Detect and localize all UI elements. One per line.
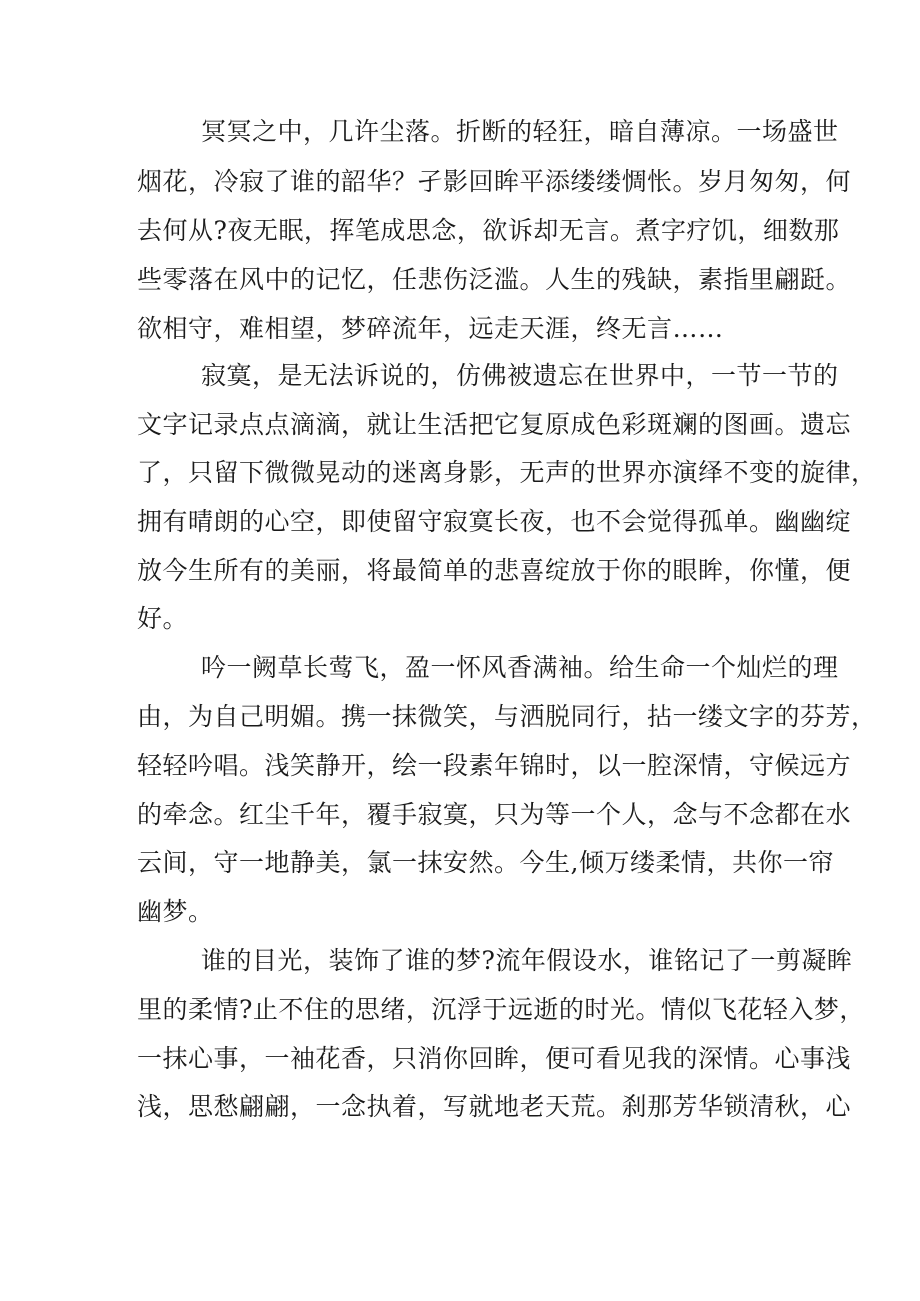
paragraph-line: 一抹心事，一袖花香，只消你回眸，便可看见我的深情。心事浅: [137, 1044, 852, 1073]
paragraph-line: 浅，思愁翩翩，一念执着，写就地老天荒。刹那芳华锁清秋，心: [137, 1092, 852, 1121]
paragraph-line: 文字记录点点滴滴，就让生活把它复原成色彩斑斓的图画。遗忘: [137, 410, 852, 439]
paragraph-line: 云间，守一地静美，氯一抹安然。今生,倾万缕柔情，共你一帘: [137, 848, 834, 877]
paragraph-line: 去何从?夜无眠，挥笔成思念，欲诉却无言。煮字疗饥，细数那: [137, 216, 840, 245]
paragraph-line: 寂寞，是无法诉说的，仿佛被遗忘在世界中，一节一节的: [201, 361, 839, 390]
paragraph-line: 幽梦。: [137, 897, 214, 926]
paragraph-line: 烟花，冷寂了谁的韶华？孑影回眸平添缕缕惆怅。岁月匆匆，何: [137, 167, 852, 196]
paragraph-line: 冥冥之中，几许尘落。折断的轻狂，暗自薄凉。一场盛世: [201, 117, 839, 146]
paragraph-line: 些零落在风中的记忆，任悲伤泛滥。人生的残缺，素指里翩跹。: [137, 265, 852, 294]
paragraph-line: 了，只留下微微晃动的迷离身影，无声的世界亦演绎不变的旋律，: [137, 458, 877, 487]
paragraph-line: 轻轻吟唱。浅笑静开，绘一段素年锦时，以一腔深情，守候远方: [137, 751, 852, 780]
paragraph-line: 欲相守，难相望，梦碎流年，远走天涯，终无言……: [137, 314, 724, 343]
paragraph-line: 的牵念。红尘千年，覆手寂寞，只为等一个人，念与不念都在水: [137, 800, 852, 829]
paragraph-line: 放今生所有的美丽，将最简单的悲喜绽放于你的眼眸，你懂，便: [137, 556, 852, 585]
paragraph-line: 拥有晴朗的心空，即使留守寂寞长夜，也不会觉得孤单。幽幽绽: [137, 507, 852, 536]
paragraph-line: 由，为自己明媚。携一抹微笑，与洒脱同行，拈一缕文字的芬芳，: [137, 702, 877, 731]
paragraph-line: 吟一阙草长莺飞，盈一怀风香满袖。给生命一个灿烂的理: [201, 653, 839, 682]
paragraph-line: 里的柔情?止不住的思绪，沉浮于远逝的时光。情似飞花轻入梦，: [137, 995, 865, 1024]
paragraph-line: 好。: [137, 604, 189, 633]
paragraph-line: 谁的目光，装饰了谁的梦?流年假设水，谁铭记了一剪凝眸: [201, 946, 853, 975]
